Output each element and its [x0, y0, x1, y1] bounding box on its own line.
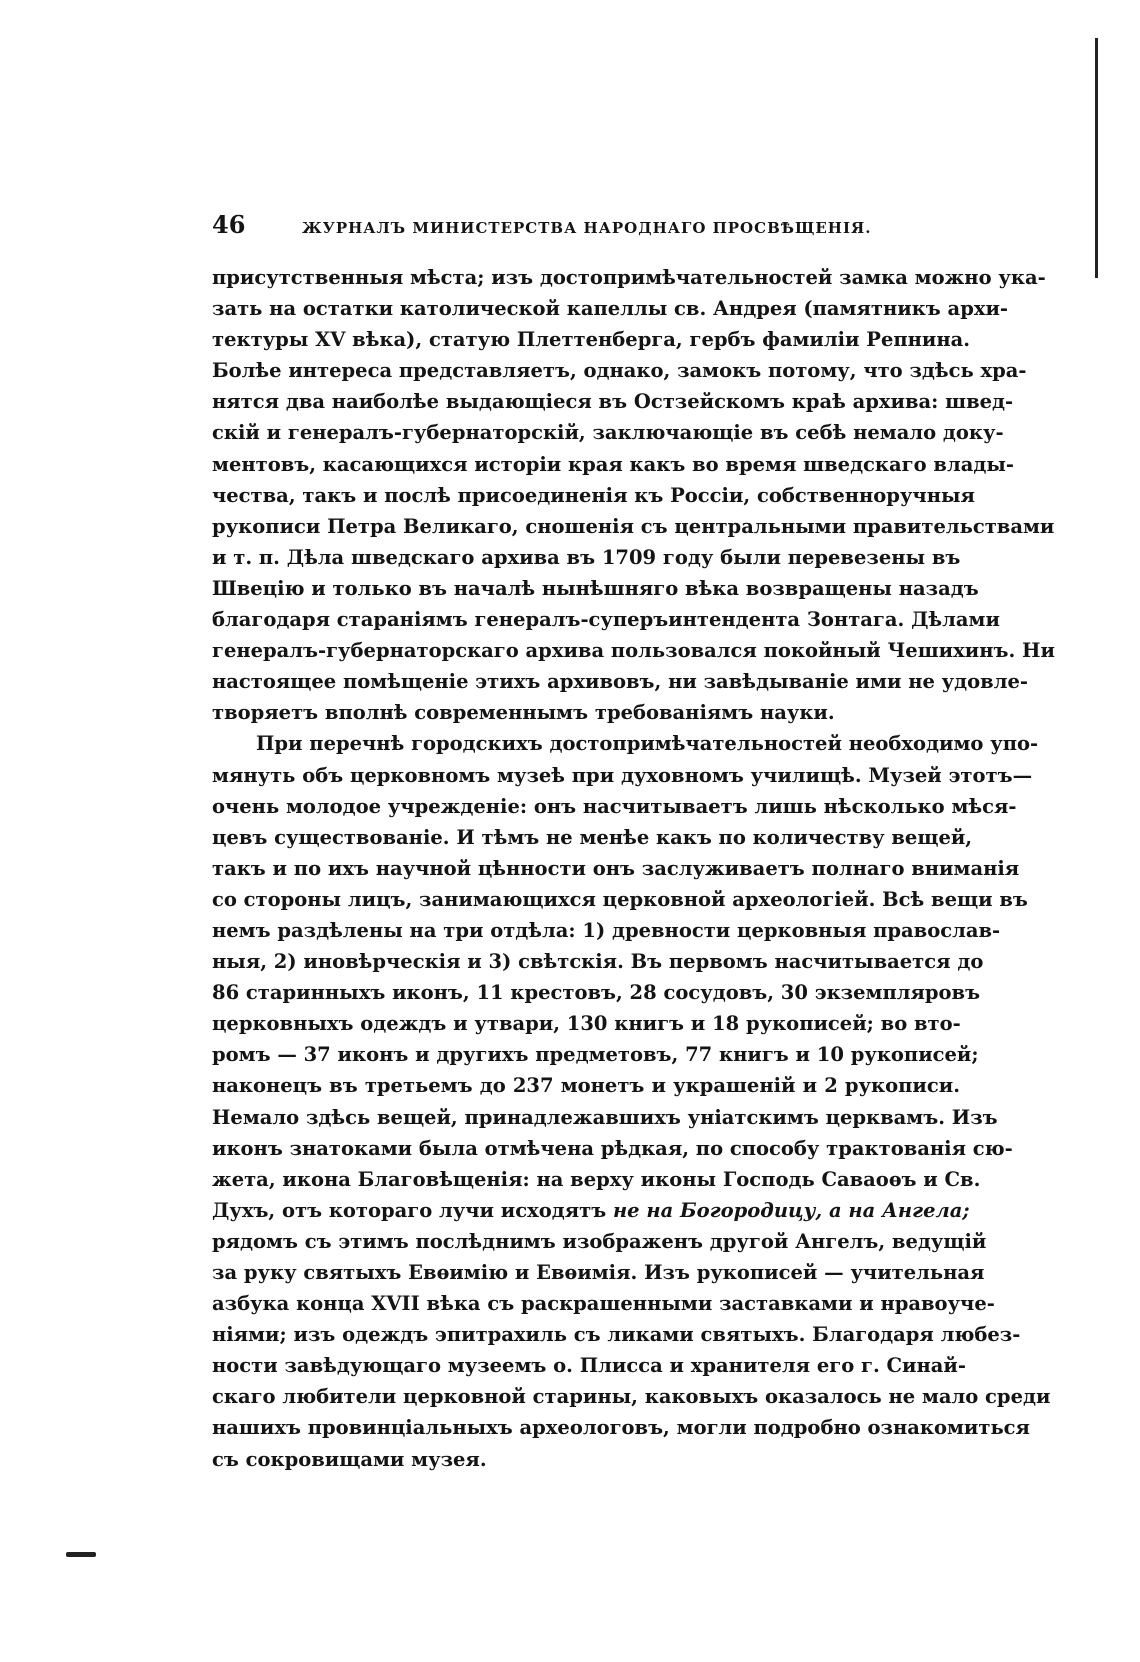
text-line: иконъ знатоками была отмѣчена рѣдкая, по способу трактованія сю-	[212, 1136, 1013, 1160]
text-line: очень молодое учрежденіе: онъ насчитываетъ лишь нѣсколько мѣся-	[212, 794, 1017, 818]
text-body	[212, 262, 1055, 1475]
text-segment: Духъ, отъ котораго лучи исходятъ	[212, 1198, 613, 1222]
text-line: рукописи Петра Великаго, сношенія съ центральными правительствами	[212, 514, 1055, 538]
italic-quote: не на Богородицу, а на Ангела;	[612, 1198, 970, 1222]
text-line: чества, такъ и послѣ присоединенія къ Россіи, собственноручныя	[212, 483, 975, 507]
text-line: скій и генералъ-губернаторскій, заключающіе въ себѣ немало доку-	[212, 421, 1004, 445]
text-line: нятся два наиболѣе выдающіеся въ Остзейскомъ краѣ архива: швед-	[212, 390, 1014, 414]
paragraph-archives	[212, 262, 1055, 728]
text-line: Немало здѣсь вещей, принадлежавшихъ уніатскимъ церквамъ. Изъ	[212, 1105, 998, 1129]
page-header	[212, 210, 960, 239]
text-line: творяетъ вполнѣ современнымъ требованіямъ науки.	[212, 701, 835, 725]
text-line: съ сокровищами музея.	[212, 1447, 487, 1471]
text-line: за руку святыхъ Евѳимію и Евѳимія. Изъ рукописей — учительная	[212, 1261, 985, 1284]
text-line: настоящее помѣщеніе этихъ архивовъ, ни завѣдываніе ими не удовле-	[212, 670, 1028, 694]
text-line: ніями; изъ одеждъ эпитрахиль съ ликами святыхъ. Благодаря любез-	[212, 1323, 1021, 1347]
text-line: Болѣе интереса представляетъ, однако, замокъ потому, что здѣсь хра-	[212, 359, 1027, 383]
text-line: ромъ — 37 иконъ и другихъ предметовъ, 77 книгъ и 10 рукописей;	[212, 1043, 979, 1067]
scan-mark	[66, 1552, 96, 1557]
text-line: ментовъ, касающихся исторіи края какъ во время шведскаго влады-	[212, 452, 1014, 476]
text-line: азбука конца XVII вѣка съ раскрашенными заставками и нравоуче-	[212, 1292, 995, 1316]
text-line: со стороны лицъ, занимающихся церковной археологіей. Всѣ вещи въ	[212, 887, 1028, 911]
paragraph-museum	[212, 728, 1051, 1474]
text-line: Швецію и только въ началѣ нынѣшняго вѣка возвращены назадъ	[212, 576, 979, 600]
text-line: и т. п. Дѣла шведскаго архива въ 1709 году были перевезены въ	[212, 545, 961, 569]
text-line: такъ и по ихъ научной цѣнности онъ заслуживаетъ полнаго вниманія	[212, 856, 1020, 880]
text-line: ности завѣдующаго музеемъ о. Плисса и хранителя его г. Синай-	[212, 1354, 966, 1378]
text-line: При перечнѣ городскихъ достопримѣчательностей необходимо упо-	[256, 732, 1039, 756]
scan-edge-line	[1095, 38, 1098, 278]
text-line: скаго любители церковной старины, каковыхъ оказалось не мало среди	[212, 1385, 1051, 1409]
text-line: 86 старинныхъ иконъ, 11 крестовъ, 28 сосудовъ, 30 экземпляровъ	[212, 981, 981, 1005]
text-line: мянуть объ церковномъ музеѣ при духовномъ училищѣ. Музей этотъ—	[212, 763, 1033, 787]
text-line: наконецъ въ третьемъ до 237 монетъ и украшеній и 2 рукописи.	[212, 1074, 960, 1098]
text-line: зать на остатки католической капеллы св. Андрея (памятникъ архи-	[212, 297, 1009, 321]
text-line: церковныхъ одеждъ и утвари, 130 книгъ и 18 рукописей; во вто-	[212, 1012, 961, 1036]
text-line: присутственныя мѣста; изъ достопримѣчательностей замка можно ука-	[212, 266, 1046, 289]
text-line: генералъ-губернаторскаго архива пользовался покойный Чешихинъ. Ни	[212, 639, 1055, 663]
text-line: благодаря стараніямъ генералъ-суперъинтендента Зонтага. Дѣлами	[212, 608, 1000, 632]
page-number: 46	[212, 210, 246, 239]
text-line: цевъ существованіе. И тѣмъ не менѣе какъ по количеству вещей,	[212, 825, 973, 849]
text-line: нашихъ провинціальныхъ археологовъ, могли подробно ознакомиться	[212, 1416, 1030, 1440]
text-line: немъ раздѣлены на три отдѣла: 1) древности церковныя православ-	[212, 918, 1001, 942]
text-line: жета, икона Благовѣщенія: на верху иконы Господь Саваоѳъ и Св.	[212, 1167, 981, 1191]
text-line: рядомъ съ этимъ послѣднимъ изображенъ другой Ангелъ, ведущій	[212, 1229, 987, 1253]
running-title: ЖУРНАЛЪ МИНИСТЕРСТВА НАРОДНАГО ПРОСВѢЩЕНІЯ.	[302, 219, 872, 237]
text-line: тектуры XV вѣка), статую Плеттенберга, гербъ фамиліи Репнина.	[212, 328, 971, 352]
text-line: ныя, 2) иновѣрческія и 3) свѣтскія. Въ первомъ насчитывается до	[212, 950, 984, 974]
text-line-italic	[212, 1195, 970, 1226]
